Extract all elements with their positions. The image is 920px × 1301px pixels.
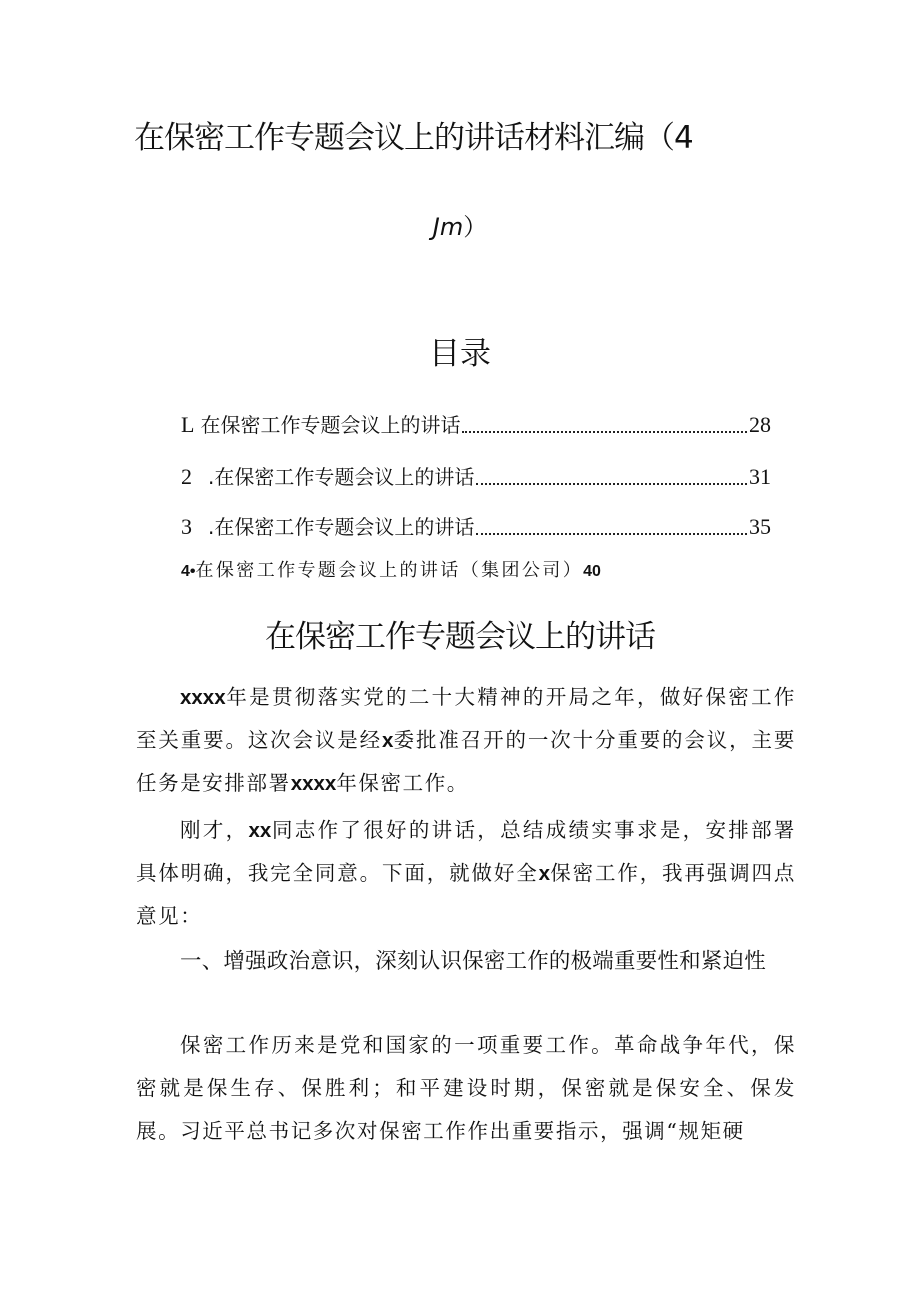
toc-item-number: 3 [181,514,192,539]
section-heading-1: 一、增强政治意识，深刻认识保密工作的极端重要性和紧迫性 [180,949,766,974]
paragraph-3: 保密工作历来是党和国家的一项重要工作。革命战争年代，保密就是保生存、保胜利；和平建设时期，保密就是保安全、保发展。习近平总书记多次对保密工作作出重要指示，强调“规矩硬 [136,1033,796,1143]
toc-dot-leader [476,483,747,485]
toc-item-label: 在保密工作专题会议上的讲话 [200,413,461,437]
paragraph-text: 刚才， [180,818,249,842]
toc-item-page: 35 [749,514,771,539]
paragraph-text: 年是贯彻落实党的二十大精神的开局之年，做好保密工作至关重要。这次会议是经 [136,685,796,752]
paragraph-text: 年保密工作。 [336,771,469,795]
placeholder-text: xxxx [180,686,226,709]
toc-item-number: 4• [181,563,196,580]
toc-item-label: .在保密工作专题会议上的讲话 [208,465,475,489]
toc-item[interactable] [181,508,771,542]
toc-heading: 目录 [429,336,491,372]
toc-item-page: 31 [749,464,771,489]
placeholder-text: x [382,729,394,752]
toc-item[interactable] [181,556,601,587]
toc-item-page: 40 [583,563,601,580]
paragraph-text: 委批准召开的一次十分重要的会议，主要任务是安排部署 [136,728,796,795]
toc-item[interactable] [181,406,771,440]
document-title: 在保密工作专题会议上的讲话材料汇编（4 [134,120,693,156]
toc-item-page: 28 [749,412,771,437]
toc-item-label: 在保密工作专题会议上的讲话（集团公司） [195,560,584,581]
toc-item[interactable] [181,458,771,492]
toc-item-number: L [181,412,195,437]
toc-item-number: 2 [181,464,192,489]
placeholder-text: x [538,862,550,885]
toc-item-label: .在保密工作专题会议上的讲话 [208,515,475,539]
paragraph-1 [136,676,796,805]
placeholder-text: xxxx [290,772,337,795]
paragraph-text: 保密工作，我再强调四点意见： [136,861,796,928]
subtitle-close-paren: ） [463,213,488,241]
placeholder-text: xx [248,819,272,842]
document-subtitle [0,210,920,244]
paragraph-text: 同志作了很好的讲话，总结成绩实事求是，安排部署具体明确，我完全同意。下面，就做好全 [136,818,796,885]
section-title: 在保密工作专题会议上的讲话 [265,619,655,655]
subtitle-text: Jm [432,213,464,241]
toc-dot-leader [476,533,747,535]
paragraph-2 [136,809,796,938]
toc-dot-leader [462,431,747,433]
